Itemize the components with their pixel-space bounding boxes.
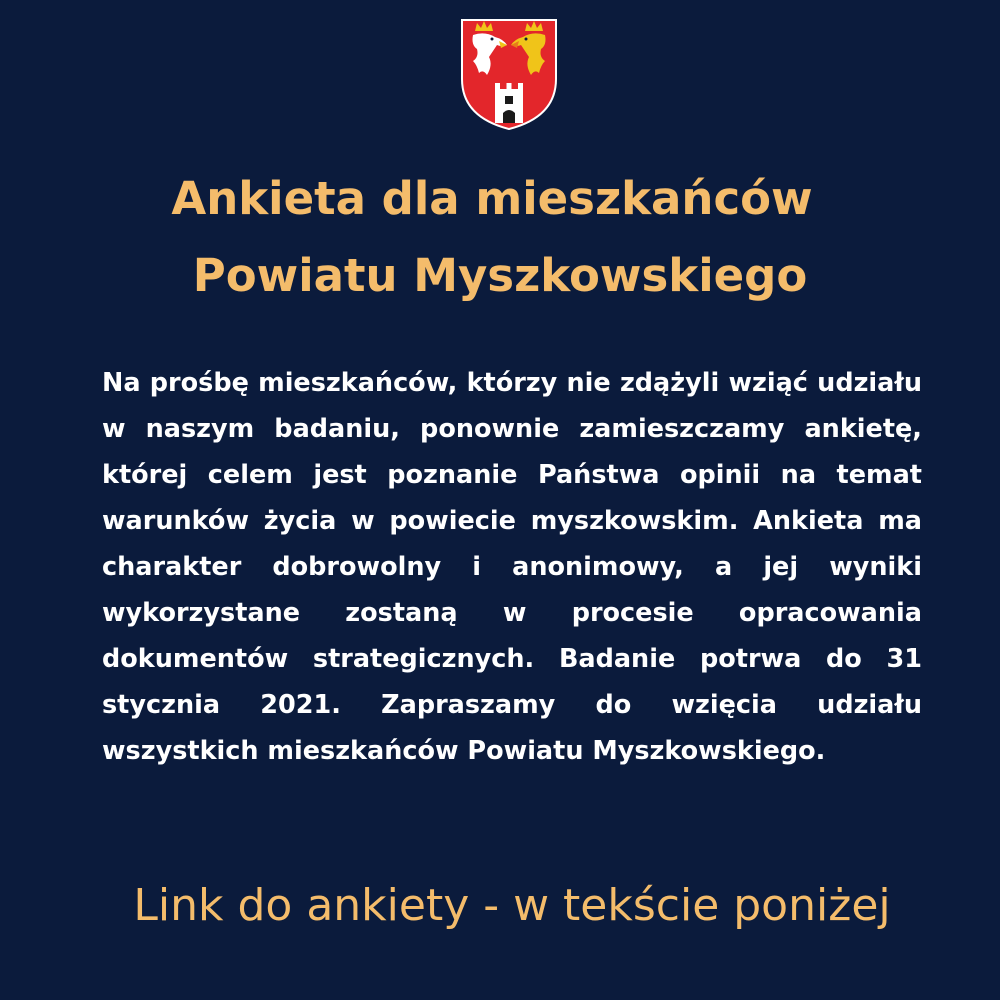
title-line-1: Ankieta dla mieszkańców [171,172,813,225]
coat-of-arms-icon [459,17,559,132]
page-title [0,160,1000,314]
title-line-2: Powiatu Myszkowskiego [192,249,808,302]
announcement-body: Na prośbę mieszkańców, którzy nie zdążyli wziąć udziału w naszym badaniu, ponownie zamieszczamy ankietę, której celem jest poznanie Państwa opinii na temat warunków życia w powiecie myszkowskim. Ankieta ma charakter dobrowolny i anonimowy, a jej wyniki wykorzystane zostaną w procesie opracowania dokumentów strategicznych. Badanie potrwa do 31 stycznia 2021. Zapraszamy do wzięcia udziału wszystkich mieszkańców Powiatu Myszkowskiego. [102,368,922,766]
survey-link-note: Link do ankiety - w tekście poniżej [133,880,891,931]
